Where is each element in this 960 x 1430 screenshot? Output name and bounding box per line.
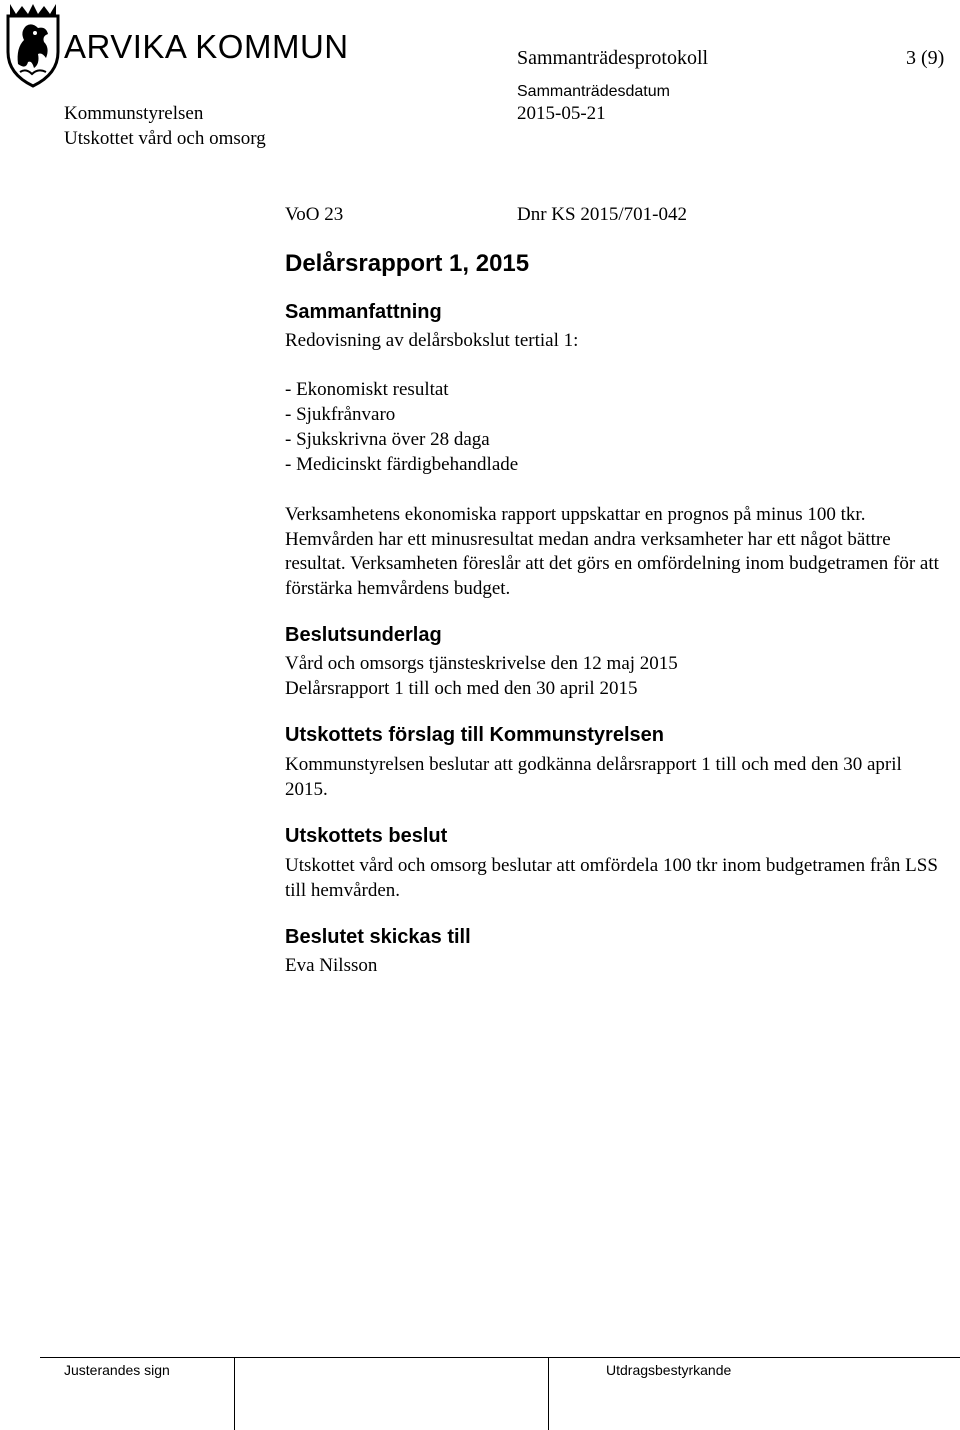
municipal-coat-of-arms-logo (2, 2, 64, 88)
summary-body: Verksamhetens ekonomiska rapport uppskattar en prognos på minus 100 tkr. Hemvården har ett minusresultat medan andra verksamheter har ett något bättre resultat. Verksamheten föreslår att det görs en omfördelning inom budgetramen för att förstärka hemvårdens budget. (285, 504, 939, 599)
decision-text: Utskottet vård och omsorg beslutar att omfördela 100 tkr inom budgetramen från LSS till hemvården. (285, 855, 938, 901)
meeting-date-label: Sammanträdesdatum (517, 83, 670, 100)
basis-heading: Beslutsunderlag (285, 624, 442, 646)
brand-name: ARVIKA KOMMUN (64, 28, 349, 65)
basis-item: Delårsrapport 1 till och med den 30 april 2015 (285, 678, 638, 699)
footer-column-divider (234, 1358, 235, 1430)
decision-heading: Utskottets beslut (285, 825, 448, 847)
recipient-name: Eva Nilsson (285, 955, 378, 976)
summary-list-item: - Ekonomiskt resultat (285, 379, 449, 400)
proposal-heading: Utskottets förslag till Kommunstyrelsen (285, 724, 664, 746)
footer-divider (40, 1357, 960, 1358)
basis-item: Vård och omsorgs tjänsteskrivelse den 12 maj 2015 (285, 653, 678, 674)
organization-body: Kommunstyrelsen (64, 103, 204, 124)
signature-label: Justerandes sign (64, 1362, 170, 1378)
page-number: 3 (9) (906, 47, 945, 69)
registration-number: Dnr KS 2015/701-042 (517, 204, 687, 225)
summary-list-item: - Sjukfrånvaro (285, 404, 396, 425)
summary-list-item: - Medicinskt färdigbehandlade (285, 454, 519, 475)
summary-intro: Redovisning av delårsbokslut tertial 1: (285, 330, 579, 351)
proposal-text: Kommunstyrelsen beslutar att godkänna delårsrapport 1 till och med den 30 april 2015. (285, 754, 902, 800)
case-title: Delårsrapport 1, 2015 (285, 250, 530, 277)
document-type: Sammanträdesprotokoll (517, 47, 709, 69)
certification-label: Utdragsbestyrkande (606, 1362, 732, 1378)
case-number: VoO 23 (285, 204, 344, 225)
meeting-date: 2015-05-21 (517, 103, 606, 124)
recipients-heading: Beslutet skickas till (285, 926, 471, 948)
footer-column-divider (548, 1358, 549, 1430)
summary-heading: Sammanfattning (285, 301, 442, 323)
summary-list-item: - Sjukskrivna över 28 daga (285, 429, 490, 450)
committee-name: Utskottet vård och omsorg (64, 128, 266, 149)
